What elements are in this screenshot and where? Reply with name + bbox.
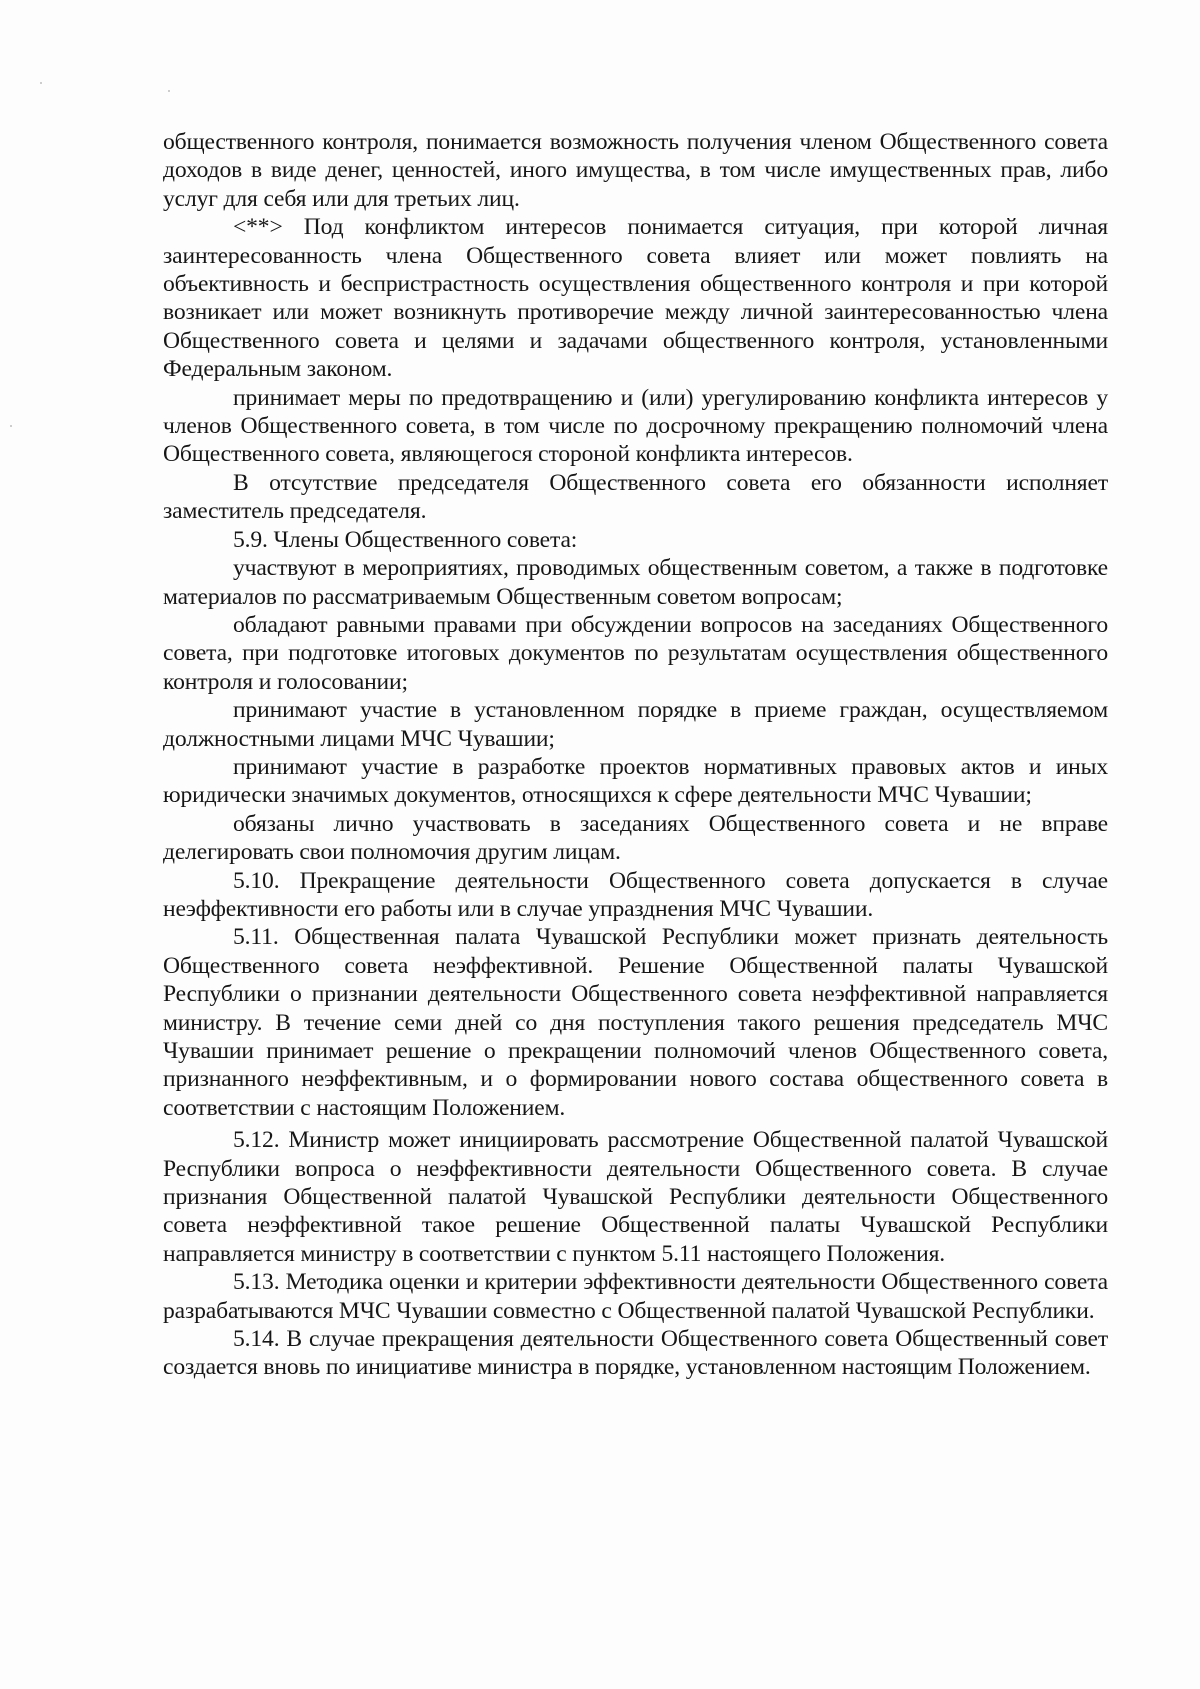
paragraph-members-obliged: обязаны лично участвовать в заседаниях Общественного совета и не вправе делегировать свои полномочия другим лицам. xyxy=(163,810,1108,866)
paragraph-5-13: 5.13. Методика оценки и критерии эффективности деятельности Общественного совета разрабатываются МЧС Чувашии совместно с Общественной палатой Чувашской Республики. xyxy=(163,1269,1108,1324)
paragraph-conflict-definition: <**> Под конфликтом интересов понимается ситуация, при которой личная заинтересованность члена Общественного совета влияет или может повлиять на объективность и беспристрастность осуществления общественного контроля и при которой возникает или может возникнуть противоречие между личной заинтересованностью члена Общественного совета и целями и задачами общественного контроля, установленными Федеральным законом. xyxy=(163,214,1108,383)
paragraph-continuation: общественного контроля, понимается возможность получения членом Общественного совета доходов в виде денег, ценностей, иного имущества, в том числе имущественных прав, либо услуг для себя или для третьих лиц. xyxy=(163,129,1108,212)
paragraph-conflict-measures: принимает меры по предотвращению и (или) урегулированию конфликта интересов у членов Общественного совета, в том числе по досрочному прекращению полномочий члена Общественного совета, являющегося стороной конфликта интересов. xyxy=(163,384,1108,468)
paragraph-5-11: 5.11. Общественная палата Чувашской Республики может признать деятельность Общественного совета неэффективной. Решение Общественной палаты Чувашской Республики о признании деятельности Общественного совета неэффективной направляется министру. В течение семи дней со дня поступления такого решения председатель МЧС Чувашии принимает решение о прекращении полномочий членов Общественного совета, признанного неэффективным, и о формировании нового состава общественного совета в соответствии с настоящим Положением. xyxy=(163,924,1108,1121)
paragraph-members-participate: участвуют в мероприятиях, проводимых общественным советом, а также в подготовке материалов по рассматриваемым Общественным советом вопросам; xyxy=(163,555,1108,610)
paragraph-5-12: 5.12. Министр может инициировать рассмотрение Общественной палатой Чувашской Республики вопроса о неэффективности деятельности Общественного совета. В случае признания Общественной палатой Чувашской Республики деятельности Общественного совета неэффективной такое решение Общественной палаты Чувашской Республики направляется министру в соответствии с пунктом 5.11 настоящего Положения. xyxy=(163,1127,1108,1267)
scan-speck xyxy=(40,82,42,84)
paragraph-5-10: 5.10. Прекращение деятельности Общественного совета допускается в случае неэффективности его работы или в случае упразднения МЧС Чувашии. xyxy=(163,867,1108,922)
document-body xyxy=(163,128,1108,1382)
paragraph-members-drafting: принимают участие в разработке проектов нормативных правовых актов и иных юридически значимых документов, относящихся к сфере деятельности МЧС Чувашии; xyxy=(163,753,1108,809)
scan-speck xyxy=(168,90,170,92)
paragraph-5-14: 5.14. В случае прекращения деятельности Общественного совета Общественный совет создается вновь по инициативе министра в порядке, установленном настоящим Положением. xyxy=(163,1326,1108,1381)
scan-speck xyxy=(10,425,12,427)
paragraph-members-reception: принимают участие в установленном порядке в приеме граждан, осуществляемом должностными лицами МЧС Чувашии; xyxy=(163,697,1108,752)
paragraph-5-9-heading: 5.9. Члены Общественного совета: xyxy=(233,526,578,553)
paragraph-deputy-chairman: В отсутствие председателя Общественного совета его обязанности исполняет заместитель председателя. xyxy=(163,469,1108,525)
paragraph-members-equal-rights: обладают равными правами при обсуждении вопросов на заседаниях Общественного совета, при подготовке итоговых документов по результатам осуществления общественного контроля и голосовании; xyxy=(163,611,1108,695)
